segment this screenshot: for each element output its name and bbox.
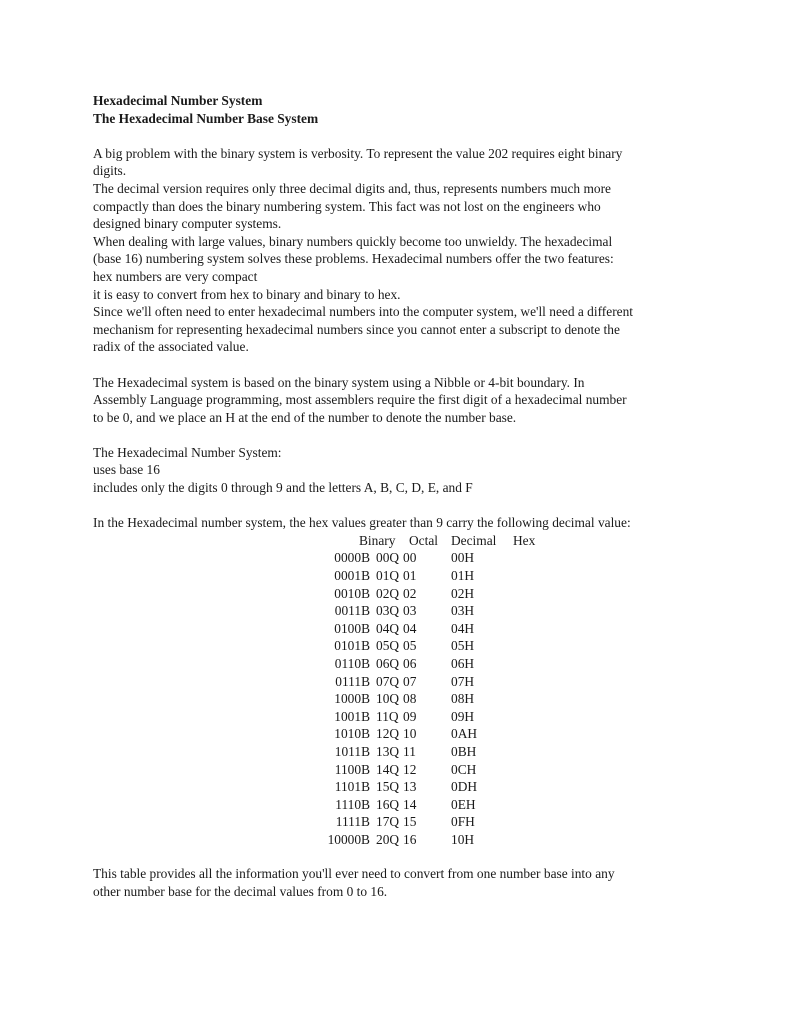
- cell-binary: 0010B: [334, 585, 370, 601]
- table-row: [93, 602, 713, 620]
- header-octal: Octal: [409, 532, 438, 548]
- cell-binary: 0001B: [334, 568, 370, 584]
- cell-hex: 0BH: [451, 744, 477, 760]
- cell-octal: 05Q: [376, 638, 400, 654]
- cell-hex: 00H: [451, 550, 475, 566]
- cell-hex: 02H: [451, 585, 475, 601]
- paragraph-nibble: [93, 374, 713, 427]
- table-row: [93, 813, 713, 831]
- paragraph-verbosity: [93, 145, 713, 356]
- header-hex: Hex: [513, 532, 536, 548]
- cell-octal: 13Q: [376, 744, 400, 760]
- cell-binary: 0000B: [334, 550, 370, 566]
- table-row: [93, 655, 713, 673]
- cell-decimal: 07: [403, 673, 417, 689]
- text-line: includes only the digits 0 through 9 and the letters A, B, C, D, E, and F: [93, 480, 473, 496]
- text-line: to be 0, and we place an H at the end of the number to denote the number base.: [93, 409, 517, 425]
- cell-decimal: 05: [403, 638, 417, 654]
- text-line: The Hexadecimal system is based on the binary system using a Nibble or 4-bit boundary. In: [93, 374, 585, 390]
- cell-decimal: 01: [403, 568, 417, 584]
- cell-decimal: 12: [403, 761, 417, 777]
- table-row: [93, 673, 713, 691]
- text-line: This table provides all the information you'll ever need to convert from one number base into any: [93, 866, 615, 882]
- cell-hex: 04H: [451, 620, 475, 636]
- cell-octal: 03Q: [376, 603, 400, 619]
- cell-octal: 14Q: [376, 761, 400, 777]
- cell-hex: 0AH: [451, 726, 478, 742]
- cell-decimal: 06: [403, 656, 417, 672]
- cell-binary: 0011B: [334, 603, 370, 619]
- table-row: [93, 743, 713, 761]
- text-line: Since we'll often need to enter hexadecimal numbers into the computer system, we'll need a different: [93, 304, 634, 320]
- spacer: [93, 356, 713, 374]
- cell-hex: 05H: [451, 638, 475, 654]
- table-row: [93, 831, 713, 849]
- text-line: A big problem with the binary system is verbosity. To represent the value 202 requires eight binary: [93, 145, 623, 161]
- cell-octal: 02Q: [376, 585, 400, 601]
- cell-binary: 1101B: [334, 779, 370, 795]
- table-row: [93, 778, 713, 796]
- table-row: [93, 690, 713, 708]
- text-line: The Hexadecimal Number System:: [93, 444, 282, 460]
- cell-binary: 1011B: [334, 744, 370, 760]
- table-header-row: [93, 532, 713, 550]
- text-line: compactly than does the binary numbering system. This fact was not lost on the engineers who: [93, 198, 601, 214]
- header-binary: Binary: [359, 532, 396, 548]
- table-row: [93, 585, 713, 603]
- cell-octal: 01Q: [376, 568, 400, 584]
- cell-decimal: 08: [403, 691, 417, 707]
- text-line: mechanism for representing hexadecimal numbers since you cannot enter a subscript to denote the: [93, 321, 620, 337]
- spacer: [93, 497, 713, 515]
- spacer: [93, 127, 713, 145]
- conversion-table: [93, 532, 713, 848]
- text-line: hex numbers are very compact: [93, 268, 258, 284]
- text-line: digits.: [93, 163, 127, 179]
- cell-decimal: 03: [403, 603, 417, 619]
- cell-hex: 01H: [451, 568, 475, 584]
- cell-decimal: 15: [403, 814, 417, 830]
- cell-decimal: 10: [403, 726, 417, 742]
- cell-octal: 11Q: [376, 708, 399, 724]
- text-line: The decimal version requires only three decimal digits and, thus, represents numbers much more: [93, 180, 611, 196]
- cell-decimal: 09: [403, 708, 417, 724]
- cell-binary: 1110B: [335, 796, 370, 812]
- cell-octal: 10Q: [376, 691, 400, 707]
- cell-hex: 03H: [451, 603, 475, 619]
- cell-binary: 10000B: [327, 832, 370, 848]
- cell-octal: 16Q: [376, 796, 400, 812]
- text-line: Assembly Language programming, most assemblers require the first digit of a hexadecimal number: [93, 392, 627, 408]
- cell-hex: 0DH: [451, 779, 478, 795]
- cell-binary: 1100B: [334, 761, 370, 777]
- cell-decimal: 11: [403, 744, 416, 760]
- cell-decimal: 16: [403, 832, 417, 848]
- cell-octal: 00Q: [376, 550, 400, 566]
- cell-decimal: 02: [403, 585, 417, 601]
- cell-hex: 07H: [451, 673, 475, 689]
- document-page: [93, 92, 713, 901]
- table-row: [93, 796, 713, 814]
- text-line: it is easy to convert from hex to binary and binary to hex.: [93, 286, 401, 302]
- table-row: [93, 620, 713, 638]
- header-decimal: Decimal: [451, 532, 497, 548]
- text-line: When dealing with large values, binary numbers quickly become too unwieldy. The hexadecimal: [93, 233, 613, 249]
- table-row: [93, 637, 713, 655]
- cell-octal: 07Q: [376, 673, 400, 689]
- document-title: Hexadecimal Number System: [93, 93, 263, 108]
- paragraph-system-summary: [93, 444, 713, 497]
- text-line: other number base for the decimal values from 0 to 16.: [93, 884, 388, 900]
- cell-hex: 10H: [451, 832, 475, 848]
- cell-decimal: 04: [403, 620, 417, 636]
- cell-hex: 09H: [451, 708, 475, 724]
- table-row: [93, 708, 713, 726]
- cell-octal: 04Q: [376, 620, 400, 636]
- table-intro: In the Hexadecimal number system, the hex values greater than 9 carry the following decimal value:: [93, 515, 631, 531]
- cell-octal: 06Q: [376, 656, 400, 672]
- table-row: [93, 567, 713, 585]
- paragraph-closing: [93, 865, 713, 900]
- cell-binary: 0110B: [334, 656, 370, 672]
- cell-binary: 1001B: [334, 708, 370, 724]
- cell-binary: 0100B: [334, 620, 370, 636]
- cell-binary: 0111B: [335, 673, 370, 689]
- cell-hex: 06H: [451, 656, 475, 672]
- text-line: radix of the associated value.: [93, 339, 249, 355]
- cell-binary: 0101B: [334, 638, 370, 654]
- cell-octal: 20Q: [376, 832, 400, 848]
- spacer: [93, 426, 713, 444]
- cell-hex: 08H: [451, 691, 475, 707]
- cell-hex: 0EH: [451, 796, 476, 812]
- cell-decimal: 13: [403, 779, 417, 795]
- cell-hex: 0FH: [451, 814, 475, 830]
- cell-octal: 12Q: [376, 726, 400, 742]
- table-row: [93, 761, 713, 779]
- document-subtitle: The Hexadecimal Number Base System: [93, 110, 319, 126]
- text-line: designed binary computer systems.: [93, 216, 282, 232]
- text-line: (base 16) numbering system solves these problems. Hexadecimal numbers offer the two features:: [93, 251, 614, 267]
- text-line: uses base 16: [93, 462, 160, 478]
- cell-binary: 1111B: [335, 814, 370, 830]
- cell-hex: 0CH: [451, 761, 477, 777]
- table-row: [93, 549, 713, 567]
- table-row: [93, 725, 713, 743]
- spacer: [93, 848, 713, 866]
- cell-binary: 1000B: [334, 691, 370, 707]
- cell-decimal: 00: [403, 550, 417, 566]
- cell-decimal: 14: [403, 796, 417, 812]
- cell-octal: 17Q: [376, 814, 400, 830]
- cell-octal: 15Q: [376, 779, 400, 795]
- cell-binary: 1010B: [334, 726, 370, 742]
